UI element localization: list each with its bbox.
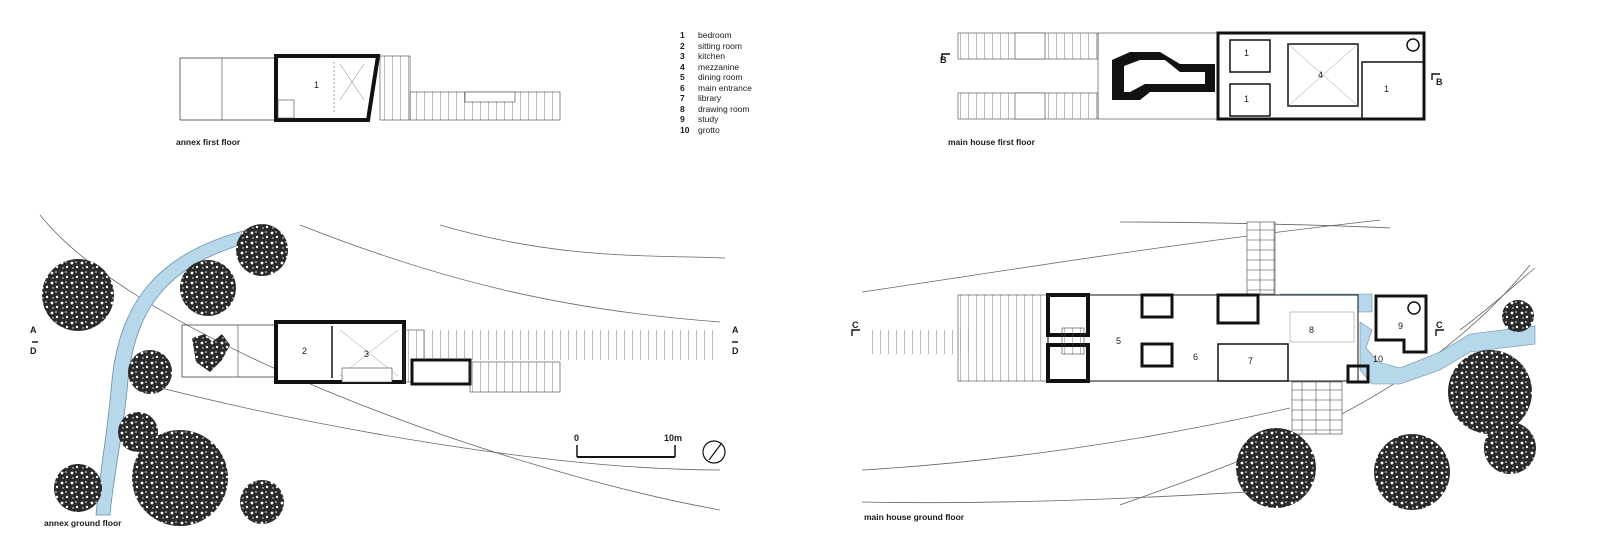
- section-mark-c-left: C: [852, 320, 859, 330]
- tree-canopy: [1236, 428, 1316, 508]
- room-label-kitchen: 3: [364, 349, 370, 359]
- room-legend: [680, 30, 752, 135]
- annex-first-floor-plan: [180, 56, 560, 120]
- caption-annex-first-floor: annex first floor: [176, 137, 241, 147]
- room-label-dining-room: 5: [1116, 336, 1122, 346]
- room-label-main-entrance: 6: [1193, 352, 1199, 362]
- legend-item: 8 drawing room: [680, 103, 750, 114]
- room-label-grotto: 10: [1373, 354, 1384, 364]
- legend-item: 7 library: [680, 93, 722, 103]
- main-house-first-floor-plan: [958, 33, 1424, 119]
- legend-item: 2 sitting room: [680, 40, 742, 51]
- legend-item: 3 kitchen: [680, 51, 725, 61]
- section-mark-c-right: C: [1436, 320, 1443, 330]
- section-mark-d-left: D: [30, 346, 37, 356]
- legend-item: 10 grotto: [680, 124, 720, 135]
- room-label-annex-bedroom: 1: [314, 80, 320, 90]
- scale-start-label: 0: [574, 433, 580, 443]
- scale-end-label: 10m: [664, 433, 683, 443]
- section-mark-a-right: A: [732, 325, 739, 335]
- legend-item: 4 mezzanine: [680, 61, 740, 72]
- tree-canopy: [42, 259, 114, 331]
- room-label-mezzanine: 4: [1318, 70, 1324, 80]
- room-label-library: 7: [1248, 356, 1254, 366]
- caption-main-house-ground-floor: main house ground floor: [864, 512, 965, 522]
- legend-item: 6 main entrance: [680, 82, 752, 93]
- room-label-sitting-room: 2: [302, 346, 308, 356]
- north-arrow: [703, 441, 725, 463]
- caption-annex-ground-floor: annex ground floor: [44, 518, 122, 528]
- room-label-study: 9: [1398, 321, 1404, 331]
- section-mark-a-left: A: [30, 325, 37, 335]
- room-label-main-bedroom-c: 1: [1384, 84, 1390, 94]
- caption-main-house-first-floor: main house first floor: [948, 137, 1035, 147]
- room-label-main-bedroom-b: 1: [1244, 94, 1250, 104]
- main-house-ground-floor-plan: [862, 220, 1536, 510]
- room-label-drawing-room: 8: [1309, 325, 1315, 335]
- section-mark-d-right: D: [732, 346, 739, 356]
- legend-item: 9 study: [680, 114, 719, 124]
- stone-path: [1247, 222, 1275, 294]
- annex-ground-floor-plan: [40, 215, 725, 526]
- legend-item: 5 dining room: [680, 72, 743, 82]
- scale-bar: [577, 445, 675, 457]
- section-mark-b-right: B: [1436, 77, 1443, 87]
- section-mark-b-left: B: [940, 55, 947, 65]
- legend-item: 1 bedroom: [680, 30, 732, 40]
- room-label-main-bedroom-a: 1: [1244, 48, 1250, 58]
